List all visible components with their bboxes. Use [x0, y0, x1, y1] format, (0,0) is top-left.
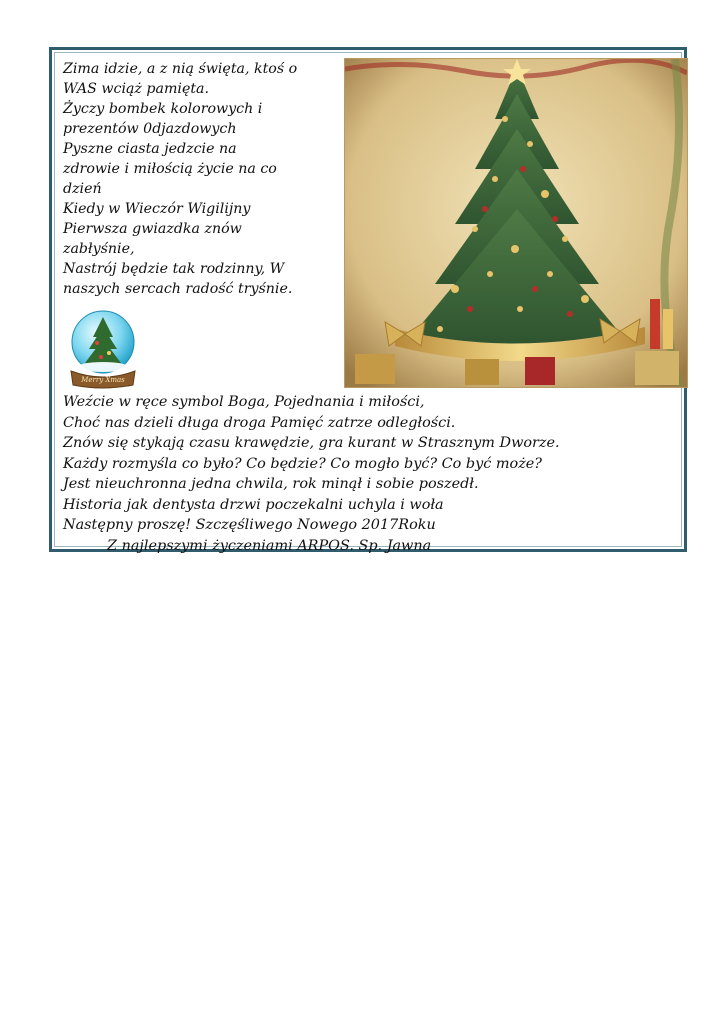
- poem-line: prezentów 0djazdowych: [63, 121, 237, 137]
- poem-line: Kiedy w Wieczór Wigilijny: [63, 201, 251, 217]
- poem-line: Historia jak dentysta drzwi poczekalni uchyla i woła: [63, 496, 444, 513]
- poem-line: Pierwsza gwiazdka znów: [63, 221, 242, 237]
- snow-globe-illustration: [63, 309, 143, 389]
- poem-line: Znów się stykają czasu krawędzie, gra kurant w Strasznym Dworze.: [63, 435, 560, 451]
- poem-line: Nastrój będzie tak rodzinny, W: [63, 261, 285, 277]
- poem-line: Choć nas dzieli długa droga Pamięć zatrze odległości.: [63, 414, 456, 431]
- christmas-tree-photo: [344, 58, 688, 388]
- poem-line: Pyszne ciasta jedzcie na: [63, 141, 237, 157]
- signature: Z najlepszymi życzeniami ARPOS. Sp. Jawna: [107, 537, 432, 554]
- poem-line: zabłyśnie,: [63, 241, 135, 257]
- poem-top: [63, 59, 341, 299]
- card-inner-border: [54, 52, 682, 554]
- poem-line: Jest nieuchronna jedna chwila, rok minął i sobie poszedł.: [63, 476, 479, 492]
- poem-line: zdrowie i miłością życie na co: [63, 161, 277, 177]
- poem-line: naszych sercach radość tryśnie.: [63, 281, 293, 297]
- snow-globe-icon: [63, 309, 143, 389]
- poem-line: Każdy rozmyśla co było? Co będzie? Co mogło być? Co być może?: [63, 455, 543, 472]
- poem-line: dzień: [63, 181, 102, 197]
- poem-line: WAS wciąż pamięta.: [63, 81, 210, 97]
- poem-line: Weźcie w ręce symbol Boga, Pojednania i miłości,: [63, 394, 425, 410]
- snow-globe-text: Merry Xmas: [81, 376, 125, 384]
- poem-line: Życzy bombek kolorowych i: [63, 101, 263, 117]
- poem-bottom: [63, 392, 683, 556]
- poem-line: Następny proszę! Szczęśliwego Nowego 2017Roku: [63, 517, 436, 533]
- poem-line: Zima idzie, a z nią święta, ktoś o: [63, 61, 298, 77]
- greeting-card: [49, 47, 687, 552]
- christmas-tree-illustration: [345, 59, 687, 387]
